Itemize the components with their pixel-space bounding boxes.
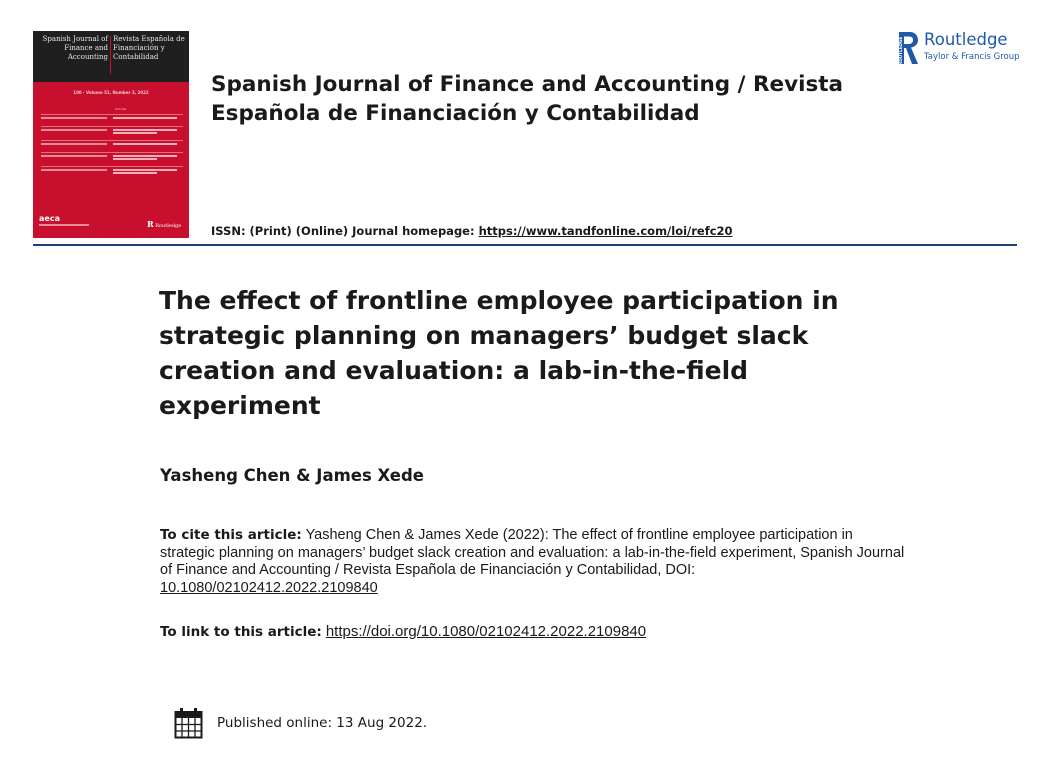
cover-toc-row [41,166,183,177]
calendar-icon [174,707,203,739]
issn-line [211,224,733,238]
cover-header-band [33,31,189,82]
cover-publisher-logo: R Routledge [147,219,182,229]
link-label: To link to this article: [160,624,322,640]
publisher-group: Taylor & Francis Group [924,52,1020,62]
cover-articles-label: Articles [115,107,127,111]
article-link-line [160,623,646,640]
routledge-r-mark-icon [895,29,919,67]
cover-society-logo: aeca [39,214,60,223]
issn-label: ISSN: (Print) (Online) Journal homepage: [211,224,479,238]
published-date: Published online: 13 Aug 2022. [217,715,428,731]
cover-toc-row [41,152,183,163]
journal-title: Spanish Journal of Finance and Accounting / Revista Española de Financiación y Contabilidad [211,72,844,126]
cover-toc-row [41,114,183,125]
cite-label: To cite this article: [160,527,302,543]
article-title: The effect of frontline employee participation in strategic planning on managers’ budget slack creation and evaluation: a lab-in-the-field experiment [159,286,839,420]
cover-title-en: Spanish Journal of Finance and Accounting [42,35,108,61]
cite-text: Yasheng Chen & James Xede (2022): The effect of frontline employee participation in strategic planning on managers’ budget slack creation and evaluation: a lab-in-the-field experiment, Spanish Journal of Finance and Accounting / Revista Española de Financiación y Contabilidad, DOI: [160,527,905,578]
cover-volume: 100 · Volume 51, Number 3, 2022 [73,90,149,95]
article-url-link[interactable]: https://doi.org/10.1080/02102412.2022.2109840 [325,623,647,640]
journal-homepage-link[interactable]: https://www.tandfonline.com/loi/refc20 [478,224,733,238]
cover-toc-row [41,140,183,151]
routledge-logo [895,29,1020,67]
cover-toc-row [41,126,183,137]
cover-publisher-name: Routledge [155,223,182,229]
article-authors: Yasheng Chen & James Xede [160,466,424,485]
doi-link[interactable]: 10.1080/02102412.2022.2109840 [160,579,378,596]
cover-title-es: Revista Española de Financiación y Contabilidad [113,35,185,61]
citation-block [160,527,910,597]
publisher-name: Routledge [924,30,1008,49]
cover-title-divider [110,36,111,74]
header-divider [33,244,1017,246]
cover-society-subtitle [39,224,89,226]
journal-cover [33,31,189,238]
routledge-mark-text: ROUTLEDGE [898,36,904,65]
